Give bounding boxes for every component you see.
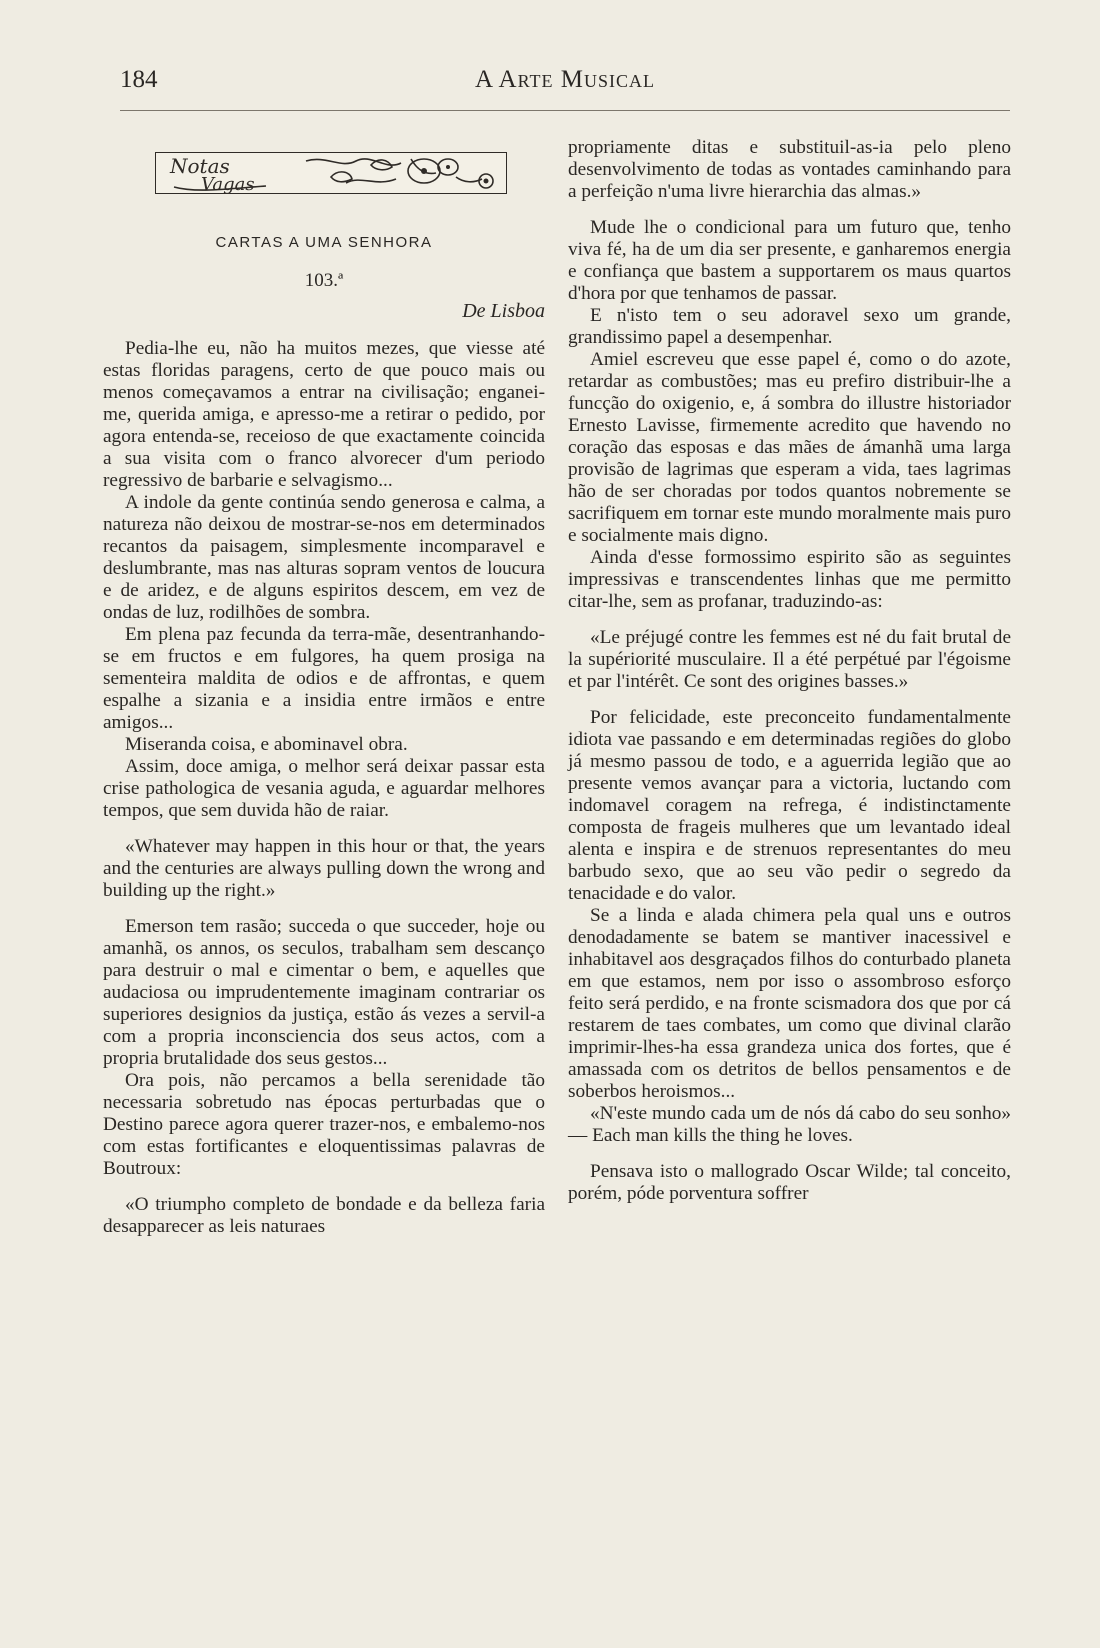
floral-ornament-icon	[156, 153, 506, 193]
page-number: 184	[120, 66, 158, 93]
running-header	[120, 66, 1010, 106]
paragraph: Pensava isto o mallogrado Oscar Wilde; tal conceito, porém, póde porventura soffrer	[568, 1161, 1011, 1204]
quote-paragraph: «Le préjugé contre les femmes est né du fait brutal de la supériorité musculaire. Il a été perpétué par l'égoisme et par l'intérêt. Ce sont des origines basses.»	[568, 627, 1011, 692]
quote-paragraph: «O triumpho completo de bondade e da belleza faria desapparecer as leis naturaes	[103, 1194, 545, 1237]
place-line: De Lisboa	[462, 300, 545, 322]
paragraph: propriamente ditas e substituil-as-ia pelo pleno desenvolvimento de todas as vontades caminhando para a perfeição n'uma livre hierarchia das almas.»	[568, 137, 1011, 202]
paragraph: Ora pois, não percamos a bella serenidade tão necessaria sobretudo nas épocas perturbadas que o Destino parece agora querer trazer-nos, e embalemo-nos com estas fortificantes e eloquentissimas palavras de Boutroux:	[103, 1070, 545, 1179]
section-title: CARTAS A UMA SENHORA	[215, 234, 433, 251]
paragraph: Mude lhe o condicional para um futuro que, tenho viva fé, ha de um dia ser presente, e ganharemos energia e confiança que bastem a supportarem os maus quartos d'hora por que tenhamos de passar.	[568, 217, 1011, 304]
paragraph: Pedia-lhe eu, não ha muitos mezes, que viesse até estas floridas paragens, certo de que pouco mais ou menos começavamos a entrar na civilisação; enganei-me, querida amiga, e apresso-me a retirar o pedido, por agora entenda-se, receioso de que exactamente coincida a sua visita com o franco alvorecer d'um periodo regressivo de barbarie e selvagismo...	[103, 338, 545, 491]
paragraph: Assim, doce amiga, o melhor será deixar passar esta crise pathologica de vesania aguda, e aguardar melhores tempos, que sem duvida hão de raiar.	[103, 756, 545, 821]
svg-text:Vagas: Vagas	[201, 174, 255, 193]
paragraph: Em plena paz fecunda da terra-mãe, desentranhando-se em fructos e em fulgores, ha quem prosiga na sementeira maldita de odios e de affrontas, e quem espalhe a sizania e a insidia entre irmãos e entre amigos...	[103, 624, 545, 733]
paragraph: Emerson tem rasão; succeda o que succeder, hoje ou amanhã, os annos, os seculos, trabalham sem descanço para destruir o mal e cimentar o bem, e aquelles que audaciosa ou imprudentemente imaginam contrariar os superiores designios da justiça, estão ás vezes a servil-a com a propria inconsciencia dos seus actos, com a propria brutalidade dos seus gestos...	[103, 916, 545, 1069]
paragraph: A indole da gente continúa sendo generosa e calma, a natureza não deixou de mostrar-se-nos em determinados recantos da paisagem, simplesmente incomparavel e deslumbrante, mas nas alturas sopram ventos de loucura e de aridez, e de alguns espiritos descem, em vez de ondas de luz, rodilhões de sombra.	[103, 492, 545, 623]
paragraph: Ainda d'esse formossimo espirito são as seguintes impressivas e transcendentes linhas que me permitto citar-lhe, sem as profanar, traduzindo-as:	[568, 547, 1011, 612]
paragraph: Amiel escreveu que esse papel é, como o do azote, retardar as combustões; mas eu prefiro distribuir-lhe a funcção do oxigenio, e, á sombra do illustre historiador Ernesto Lavisse, firmemente acredito que havendo no coração das esposas e das mães de ámanhã uma larga provisão de lagrimas que esperam a vida, taes lagrimas hão de ser choradas por todos quantos nobremente se sacrifiquem em tornar este mundo moralmente mais puro e socialmente mais digno.	[568, 349, 1011, 546]
header-rule	[120, 110, 1010, 111]
quote-paragraph: «Whatever may happen in this hour or that, the years and the centuries are always pulling down the wrong and building up the right.»	[103, 836, 545, 901]
paragraph: Se a linda e alada chimera pela qual uns e outros denodadamente se batem se mantiver inacessivel e inhabitavel aos desgraçados filhos do conturbado planeta em que estamos, nem por isso o assombroso esforço feito será perdido, e na fronte scismadora dos que por cá restarem de taes combates, um como que divinal clarão imprimir-lhes-ha essa grandeza unica dos fortes, que é amassada com os detritos de bellos pensamentos e de soberbos heroismos...	[568, 905, 1011, 1102]
right-column	[568, 137, 1011, 1205]
svg-text:Notas: Notas	[170, 154, 230, 178]
paragraph: Miseranda coisa, e abominavel obra.	[125, 734, 408, 755]
left-column	[103, 132, 545, 1238]
paragraph: «N'este mundo cada um de nós dá cabo do seu sonho» — Each man kills the thing he loves.	[568, 1103, 1011, 1146]
journal-title: A Arte Musical	[475, 66, 655, 93]
paragraph: Por felicidade, este preconceito fundamentalmente idiota vae passando e em determinadas regiões do globo já mesmo passou de todo, e a aguerrida legião que ao presente vemos avançar para a victoria, luctando com indomavel coragem na refrega, é indistinctamente composta de frageis mulheres que um levantado ideal alenta e inspira e de strenuos representantes do meu barbudo sexo, que ao seu vão pedir o segredo da tenacidade e do valor.	[568, 707, 1011, 904]
letter-number: 103.ª	[304, 270, 344, 291]
notas-vagas-logo	[155, 152, 507, 194]
paragraph: E n'isto tem o seu adoravel sexo um grande, grandissimo papel a desempenhar.	[568, 305, 1011, 348]
